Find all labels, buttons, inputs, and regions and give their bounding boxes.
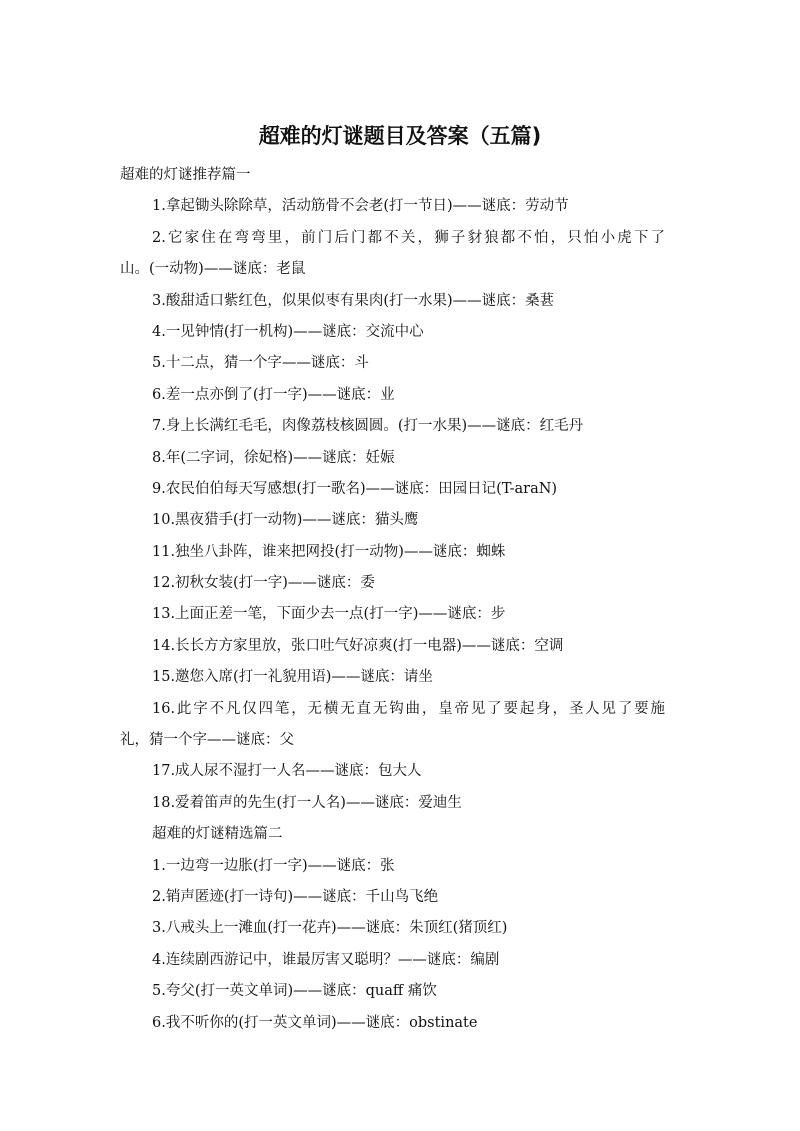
riddle-line: 10.黑夜猎手(打一动物)——谜底：猫头鹰 xyxy=(152,512,419,529)
riddle-line: 7.身上长满红毛毛，肉像荔枝核圆圆。(打一水果)——谜底：红毛丹 xyxy=(152,418,584,435)
riddle-line: 14.长长方方家里放，张口吐气好凉爽(打一电器)——谜底：空调 xyxy=(152,637,564,654)
riddle-line: 1.一边弯一边胀(打一字)——谜底：张 xyxy=(152,857,395,874)
riddle-line: 5.十二点，猜一个字——谜底：斗 xyxy=(152,355,369,372)
document-body xyxy=(120,160,665,1039)
riddle-line-continuation: 山。(一动物)——谜底：老鼠 xyxy=(120,261,306,278)
document-title: 超难的灯谜题目及答案（五篇) xyxy=(258,124,542,148)
riddle-line: 4.连续剧西游记中，谁最厉害又聪明？——谜底：编剧 xyxy=(152,951,500,968)
riddle-line: 11.独坐八卦阵，谁来把网投(打一动物)——谜底：蜘蛛 xyxy=(152,543,506,560)
riddle-line: 6.差一点亦倒了(打一字)——谜底：业 xyxy=(152,386,395,403)
riddle-line: 15.邀您入席(打一礼貌用语)——谜底：请坐 xyxy=(152,669,433,686)
riddle-line: 18.爱着笛声的先生(打一人名)——谜底：爱迪生 xyxy=(152,794,462,811)
riddle-line: 16.此字不凡仅四笔，无横无直无钩曲，皇帝见了要起身，圣人见了要施 xyxy=(152,700,665,717)
riddle-line: 2.它家住在弯弯里，前门后门都不关，狮子豺狼都不怕，只怕小虎下了 xyxy=(152,229,665,246)
riddle-line: 3.酸甜适口紫红色，似果似枣有果肉(打一水果)——谜底：桑葚 xyxy=(152,292,555,309)
riddle-line: 13.上面正差一笔，下面少去一点(打一字)——谜底：步 xyxy=(152,606,506,623)
riddle-line: 5.夸父(打一英文单词)——谜底：quaff 痛饮 xyxy=(152,983,437,1000)
riddle-line: 6.我不听你的(打一英文单词)——谜底：obstinate xyxy=(152,1014,478,1031)
riddle-line: 1.拿起锄头除除草，活动筋骨不会老(打一节日)——谜底：劳动节 xyxy=(152,198,569,215)
riddle-line: 3.八戒头上一滩血(打一花卉)——谜底：朱顶红(猪顶红) xyxy=(152,920,508,937)
riddle-line: 12.初秋女装(打一字)——谜底：委 xyxy=(152,575,375,592)
section-heading: 超难的灯谜精选篇二 xyxy=(152,826,283,843)
riddle-line-continuation: 礼，猜一个字——谜底：父 xyxy=(120,732,294,749)
riddle-line: 4.一见钟情(打一机构)——谜底：交流中心 xyxy=(152,323,424,340)
riddle-line: 9.农民伯伯每天写感想(打一歌名)——谜底：田园日记(T-araN) xyxy=(152,480,558,497)
riddle-line: 2.销声匿迹(打一诗句)——谜底：千山鸟飞绝 xyxy=(152,888,439,905)
section-heading: 超难的灯谜推荐篇一 xyxy=(120,167,251,183)
riddle-line: 8.年(二字词，徐妃格)——谜底：妊娠 xyxy=(152,449,395,466)
riddle-line: 17.成人尿不湿打一人名——谜底：包大人 xyxy=(152,763,422,780)
